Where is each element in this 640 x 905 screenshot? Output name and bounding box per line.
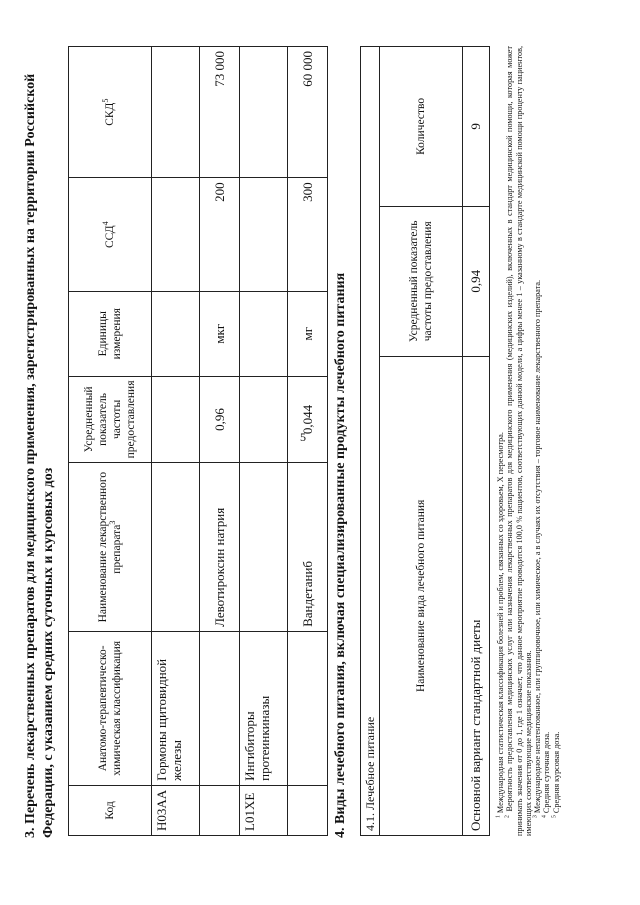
- cell-frequency: 0,96: [200, 376, 240, 463]
- footnote: $^4$ Средняя суточная доза.: [541, 731, 552, 818]
- footnote: $^3$ Международное непатентованное, или группировочное, или химическое, а в случаях их отсутствия – торговое наименование лекарственного препарата.: [532, 279, 543, 818]
- subsection-row: [361, 46, 380, 835]
- col-quantity: Количество: [380, 46, 463, 206]
- col-frequency: Усредненный показатель частоты предоставления: [380, 206, 463, 356]
- footnote: $^5$ Средняя курсовая доза.: [551, 731, 561, 818]
- footnote-ref: 4: [101, 220, 111, 225]
- col-code: Код: [69, 785, 152, 835]
- table-row: [152, 46, 200, 835]
- col-sdd: ССД$^4$: [69, 177, 152, 291]
- cell-atc: Гормоны щитовидной железы: [152, 631, 200, 785]
- page-number: 5: [300, 430, 306, 444]
- footnote-ref: 3: [108, 520, 118, 525]
- col-drug: Наименование лекарственного препарата$^3$: [69, 462, 152, 631]
- cell-code: [200, 785, 240, 835]
- footnote: $^1$ Международная статистическая классификация болезней и проблем, связанных со здоровьем, X пересмотра.: [495, 431, 505, 818]
- cell-skd: [240, 46, 288, 177]
- cell-units: мкг: [200, 291, 240, 376]
- cell-drug: [240, 462, 288, 631]
- cell-quantity: 9: [463, 46, 490, 206]
- cell-sdd: 200: [200, 177, 240, 291]
- cell-drug: Вандетаниб: [288, 462, 328, 631]
- rotated-page-content: [10, 28, 630, 878]
- col-atc: Анатомо-терапевтическо-химическая классификация: [69, 631, 152, 785]
- drug-table: [68, 46, 328, 836]
- section-3-title: 3. Перечень лекарственных препаратов для медицинского применения, зарегистрированных на территории Российской Федерации, с указанием средних суточных и курсовых доз: [23, 73, 56, 838]
- table-row: [463, 46, 490, 835]
- col-frequency: Усредненный показатель частоты предоставления: [69, 376, 152, 463]
- cell-units: [152, 291, 200, 376]
- cell-frequency: [152, 376, 200, 463]
- cell-atc: [200, 631, 240, 785]
- col-diet-name: Наименование вида лечебного питания: [380, 356, 463, 835]
- col-skd: СКД$^5$: [69, 46, 152, 177]
- cell-drug: Левотироксин натрия: [200, 462, 240, 631]
- footnotes: [496, 46, 561, 836]
- table-row: [240, 46, 288, 835]
- table-row: [288, 46, 328, 835]
- cell-skd: 73 000: [200, 46, 240, 177]
- cell-sdd: [152, 177, 200, 291]
- cell-drug: [152, 462, 200, 631]
- cell-code: H03AA: [152, 785, 200, 835]
- footnote: $^2$ Вероятность предоставления медицинских услуг или назначения лекарственных препаратов для медицинского применения (медицинских изделий), включенных в стандарт медицинской помощи, которая может принимать значения от 0 до 1, где 1 означает, что данное мероприятие проводится 100,0 % пациентов, соответствующих данной модели, а цифры менее 1 – указанному в стандарте медицинской помощи проценту пациентов, имеющих соответствующие медицинские показания.: [504, 45, 533, 836]
- table-header-row: [69, 46, 152, 835]
- cell-diet-name: Основной вариант стандартной диеты: [463, 356, 490, 835]
- cell-skd: [152, 46, 200, 177]
- footnote-ref: 5: [101, 98, 111, 103]
- cell-frequency: 0,044: [288, 376, 328, 463]
- cell-code: [288, 785, 328, 835]
- cell-code: L01XE: [240, 785, 288, 835]
- cell-frequency: [240, 376, 288, 463]
- table-row: [200, 46, 240, 835]
- col-units: Единицы измерения: [69, 291, 152, 376]
- nutrition-table: [360, 46, 490, 836]
- cell-sdd: 300: [288, 177, 328, 291]
- subsection-title: 4.1. Лечебное питание: [361, 46, 380, 835]
- cell-atc: Ингибиторы протеинкиназы: [240, 631, 288, 785]
- cell-sdd: [240, 177, 288, 291]
- cell-units: мг: [288, 291, 328, 376]
- cell-skd: 60 000: [288, 46, 328, 177]
- cell-units: [240, 291, 288, 376]
- cell-atc: [288, 631, 328, 785]
- section-4-title: 4. Виды лечебного питания, включая специализированные продукты лечебного питания: [333, 272, 348, 838]
- cell-frequency: 0,94: [463, 206, 490, 356]
- table-header-row: [380, 46, 463, 835]
